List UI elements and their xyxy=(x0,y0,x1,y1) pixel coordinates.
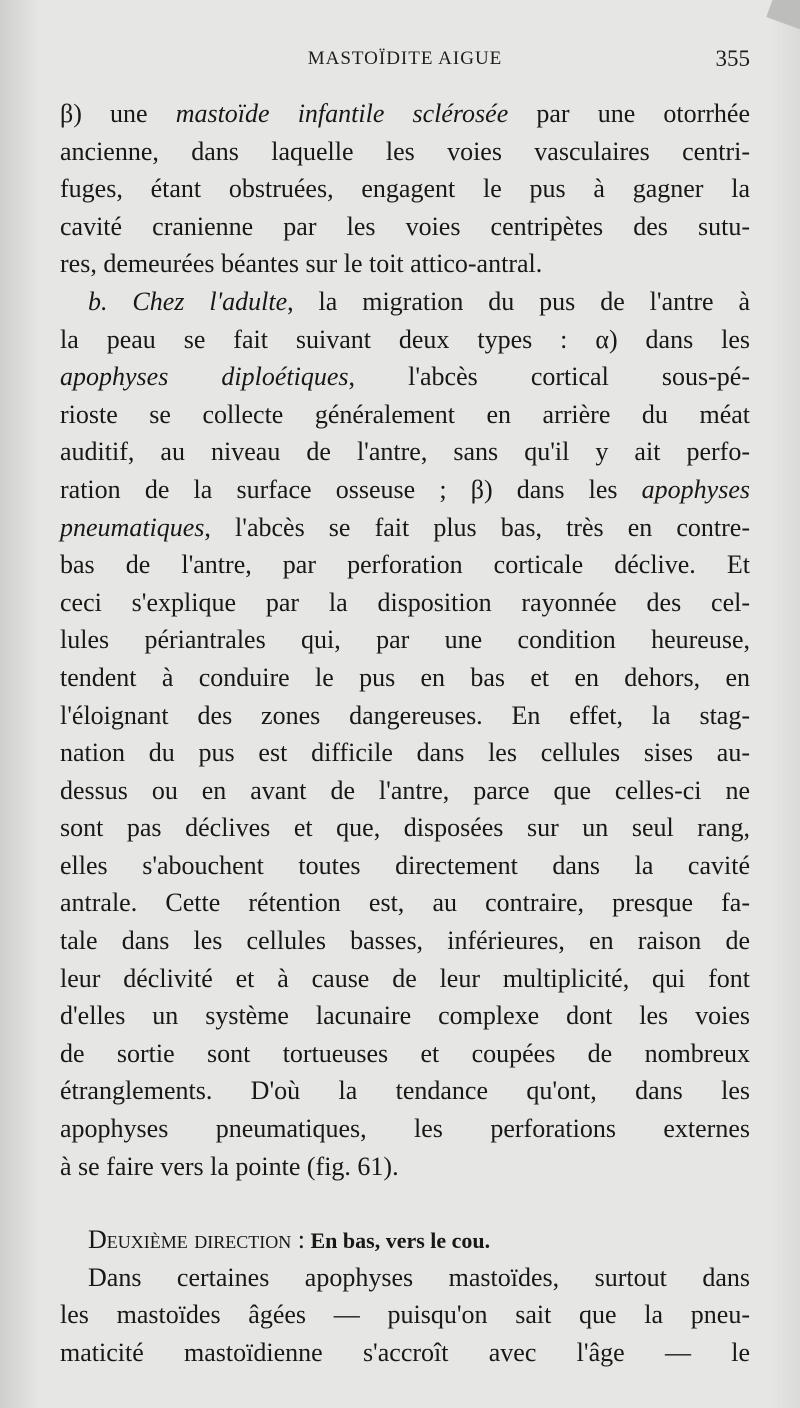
text-line xyxy=(60,471,750,509)
text-line: tendent à conduire le pus en bas et en dehors, en xyxy=(60,662,750,692)
text-run: par une otorrhée xyxy=(508,99,750,128)
text-line: res, demeurées béantes sur le toit attico-antral. xyxy=(60,249,543,279)
text-line: maticité mastoïdienne s'accroît avec l'âge — le xyxy=(60,1338,750,1367)
text-line: sont pas déclives et que, disposées sur un seul rang, xyxy=(60,813,750,843)
text-line: antrale. Cette rétention est, au contraire, presque fa- xyxy=(60,888,750,918)
text-line: d'elles un système lacunaire complexe dont les voies xyxy=(60,1001,750,1031)
text-line: les mastoïdes âgées — puisqu'on sait que la pneu- xyxy=(60,1300,750,1330)
italic-term: mastoïde infantile sclérosée xyxy=(175,99,509,128)
running-title: MASTOÏDITE AIGUE xyxy=(307,48,503,69)
text-line: rioste se collecte généralement en arrière du méat xyxy=(60,399,750,429)
italic-term: apophyses xyxy=(641,474,750,504)
text-line: tale dans les cellules basses, inférieures, en raison de xyxy=(60,926,750,956)
heading-label: Deuxième direction : xyxy=(88,1225,305,1255)
text-run: , l'abcès se fait plus bas, très en contre- xyxy=(204,512,750,542)
text-line xyxy=(60,283,750,321)
text-line xyxy=(60,1259,750,1297)
running-header xyxy=(60,44,750,74)
text-line xyxy=(60,95,750,133)
text-line xyxy=(60,358,750,396)
text-line: l'éloignant des zones dangereuses. En effet, la stag- xyxy=(60,700,750,730)
text-run: ration de la surface osseuse ; β) dans les xyxy=(60,474,642,504)
text-line: apophyses pneumatiques, les perforations externes xyxy=(60,1114,750,1144)
text-run: , l'abcès cortical sous-pé- xyxy=(348,362,750,392)
text-line: lules périantrales qui, par une condition heureuse, xyxy=(60,625,750,655)
text-line: nation du pus est difficile dans les cellules sises au- xyxy=(60,738,750,768)
text-line: bas de l'antre, par perforation corticale déclive. Et xyxy=(60,550,750,580)
text-line: cavité cranienne par les voies centripètes des sutu- xyxy=(60,211,750,241)
body-text xyxy=(60,95,750,1372)
section-spacer xyxy=(60,1185,750,1221)
section-heading xyxy=(60,1221,750,1259)
text-line: de sortie sont tortueuses et coupées de nombreux xyxy=(60,1038,750,1068)
text-line: la peau se fait suivant deux types : α) dans les xyxy=(60,324,750,354)
italic-term: b. Chez l'adulte xyxy=(88,286,288,316)
page-gutter-shadow xyxy=(0,0,40,1408)
text-run: , la migration du pus de l'antre à xyxy=(287,286,750,316)
text-line xyxy=(60,509,750,547)
text-line: ceci s'explique par la disposition rayonnée des cel- xyxy=(60,587,750,617)
text-line: dessus ou en avant de l'antre, parce que celles-ci ne xyxy=(60,775,750,805)
text-line: elles s'abouchent toutes directement dans la cavité xyxy=(60,850,750,880)
page-number: 355 xyxy=(715,46,750,71)
text-line: étranglements. D'où la tendance qu'ont, dans les xyxy=(60,1076,750,1106)
italic-term: apophyses diploétiques xyxy=(60,362,349,392)
text-line: à se faire vers la pointe (fig. 61). xyxy=(60,1151,399,1181)
text-run: Dans certaines apophyses mastoïdes, surtout dans xyxy=(88,1262,750,1292)
text-line: ancienne, dans laquelle les voies vasculaires centri- xyxy=(60,136,750,166)
heading-title: En bas, vers le cou. xyxy=(304,1228,491,1254)
page-edge-shadow xyxy=(770,0,800,1408)
text-line: fuges, étant obstruées, engagent le pus à gagner la xyxy=(60,174,750,204)
text-line: leur déclivité et à cause de leur multiplicité, qui font xyxy=(60,963,750,993)
italic-term: pneumatiques xyxy=(60,512,205,542)
text-line: auditif, au niveau de l'antre, sans qu'il y ait perfo- xyxy=(60,437,750,467)
text-run: β) une xyxy=(60,99,176,128)
